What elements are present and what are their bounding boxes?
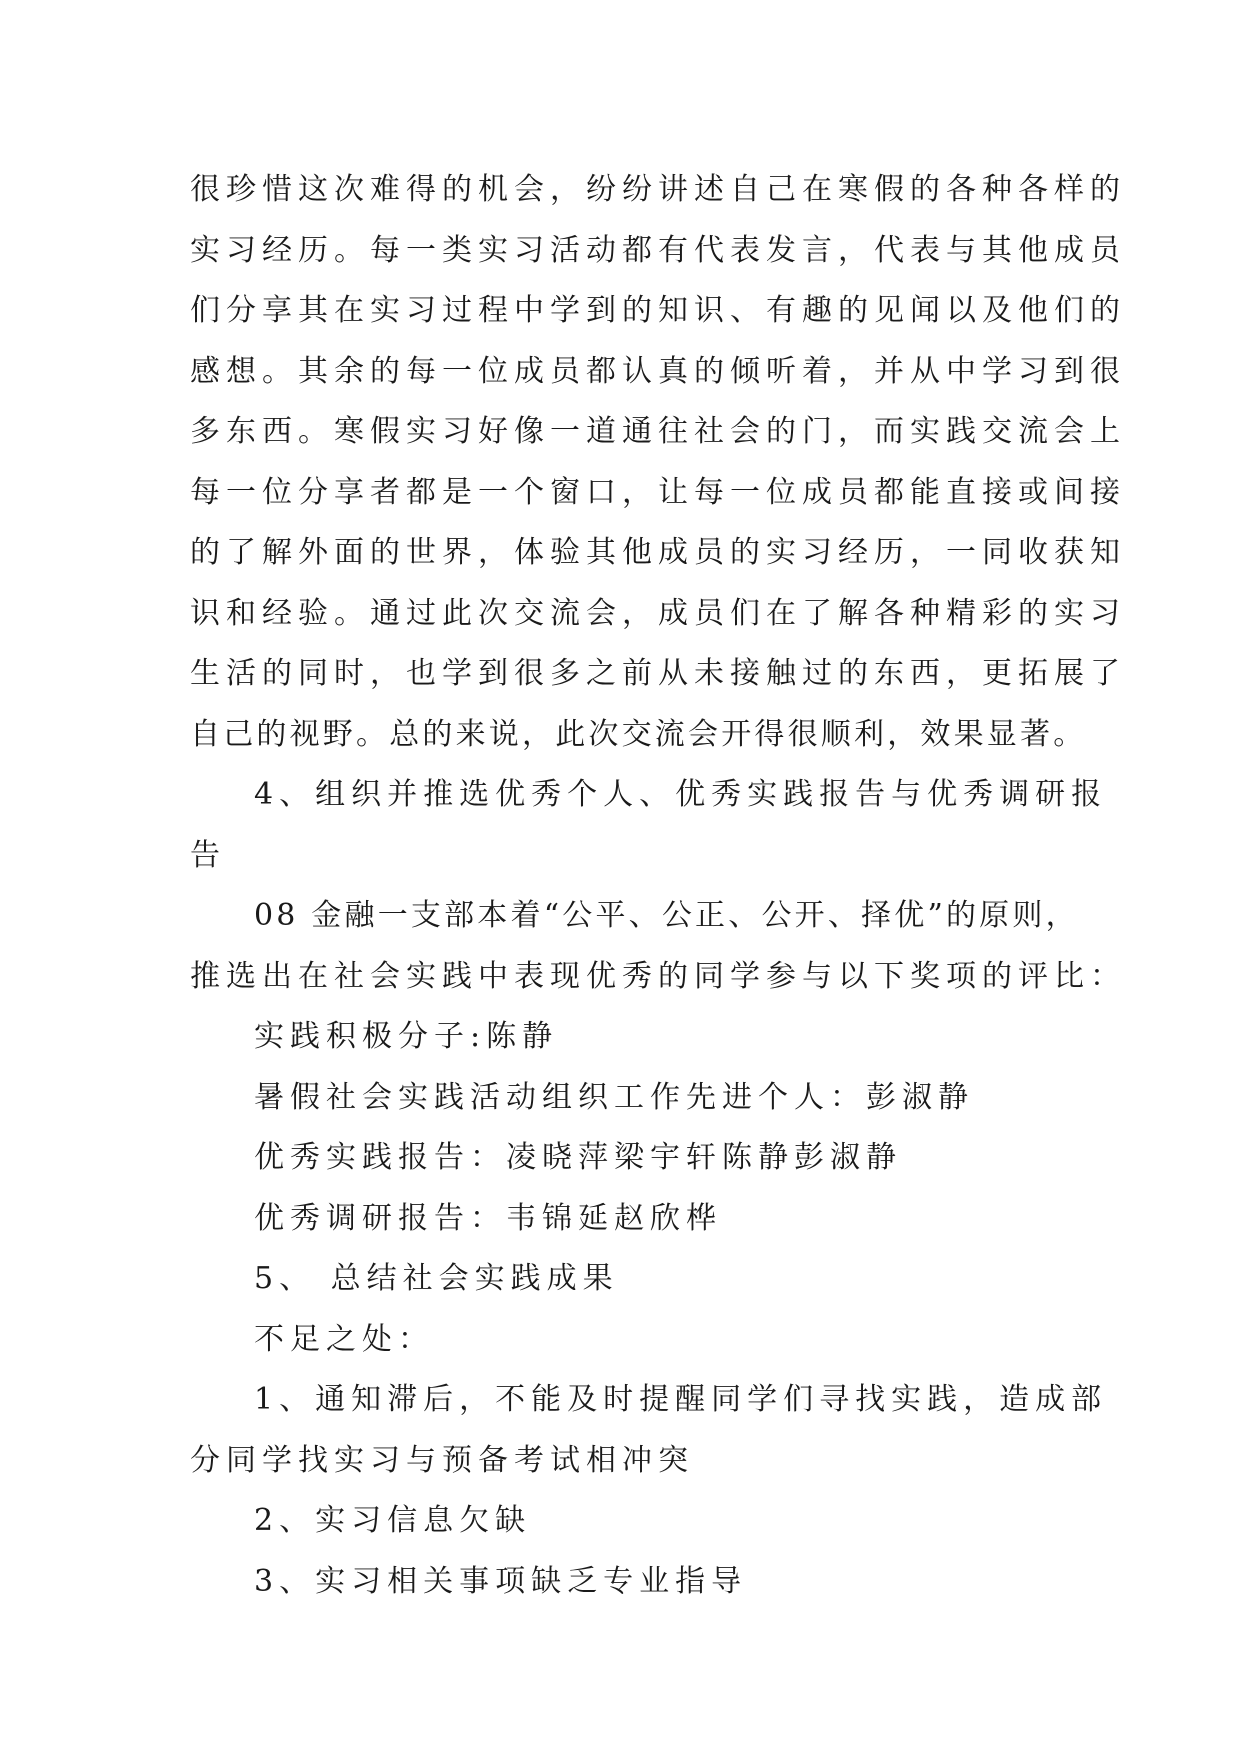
award-item: 暑假社会实践活动组织工作先进个人：彭淑静 — [254, 1079, 974, 1115]
section-heading: 5、 总结社会实践成果 — [254, 1261, 619, 1296]
subsection-label: 不足之处： — [254, 1321, 434, 1357]
paragraph-line: 多东西。寒假实习好像一道通往社会的门，而实践交流会上 — [190, 414, 1126, 449]
section-heading-continuation: 告 — [190, 837, 226, 873]
award-item: 优秀调研报告：韦锦延赵欣桦 — [254, 1200, 722, 1236]
paragraph-line: 08 金融一支部本着“公平、公正、公开、择优”的原则， — [254, 898, 1079, 933]
list-item: 1、通知滞后，不能及时提醒同学们寻找实践，造成部 — [254, 1382, 1108, 1417]
list-item: 2、实习信息欠缺 — [254, 1503, 532, 1538]
paragraph-line: 实习经历。每一类实习活动都有代表发言，代表与其他成员 — [190, 232, 1126, 268]
paragraph-line: 识和经验。通过此次交流会，成员们在了解各种精彩的实习 — [190, 595, 1126, 631]
award-item: 优秀实践报告：凌晓萍梁宇轩陈静彭淑静 — [254, 1140, 902, 1175]
paragraph-line: 自己的视野。总的来说，此次交流会开得很顺利，效果显著。 — [190, 716, 1087, 752]
paragraph-line: 每一位分享者都是一个窗口，让每一位成员都能直接或间接 — [190, 474, 1126, 510]
paragraph-line: 感想。其余的每一位成员都认真的倾听着，并从中学习到很 — [190, 353, 1126, 389]
list-item-continuation: 分同学找实习与预备考试相冲突 — [190, 1442, 694, 1478]
paragraph-line: 很珍惜这次难得的机会，纷纷讲述自己在寒假的各种各样的 — [190, 172, 1126, 207]
list-item: 3、实习相关事项缺乏专业指导 — [254, 1563, 748, 1599]
award-item: 实践积极分子:陈静 — [254, 1019, 559, 1054]
document-body — [190, 160, 1126, 1612]
paragraph-line: 的了解外面的世界，体验其他成员的实习经历，一同收获知 — [190, 535, 1126, 570]
paragraph-line: 推选出在社会实践中表现优秀的同学参与以下奖项的评比： — [190, 958, 1126, 994]
paragraph-line: 们分享其在实习过程中学到的知识、有趣的见闻以及他们的 — [190, 293, 1126, 328]
section-heading: 4、组织并推选优秀个人、优秀实践报告与优秀调研报 — [254, 777, 1108, 812]
paragraph-line: 生活的同时，也学到很多之前从未接触过的东西，更拓展了 — [190, 656, 1126, 691]
